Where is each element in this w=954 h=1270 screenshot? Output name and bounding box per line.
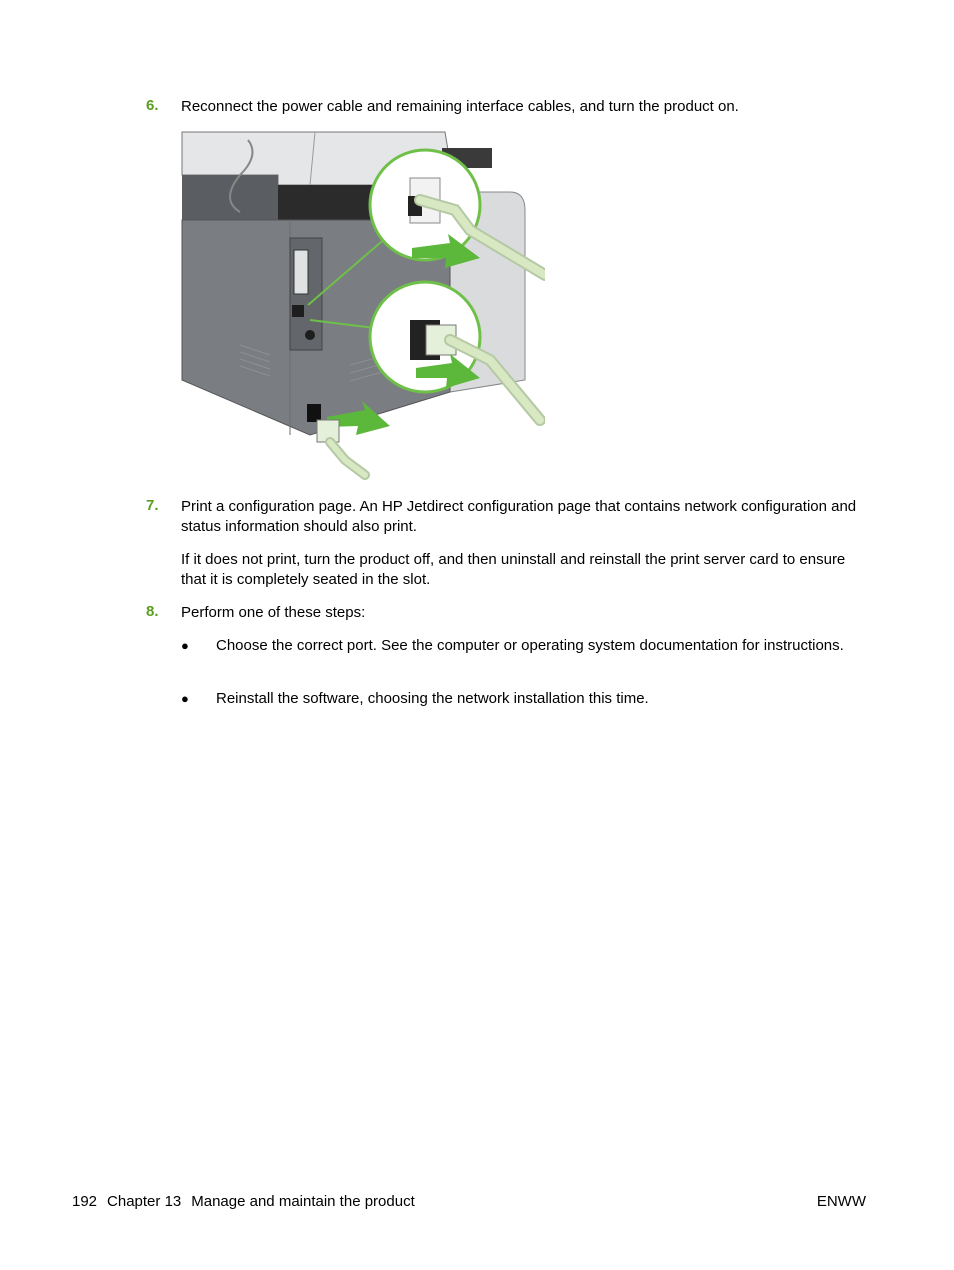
step-note: If it does not print, turn the product off, and then uninstall and reinstall the print server card to ensure that it is completely seated in the slot. <box>181 551 846 588</box>
bullet-item: Reinstall the software, choosing the network installation this time. <box>216 690 649 707</box>
step-number: 6. <box>146 97 159 114</box>
chapter-title: Manage and maintain the product <box>191 1193 415 1210</box>
chapter-label: Chapter 13 <box>107 1193 182 1210</box>
step-text: Reconnect the power cable and remaining interface cables, and turn the product on. <box>181 98 739 115</box>
page-footer <box>72 1193 425 1210</box>
printer-cable-illustration <box>180 130 545 480</box>
bullet-icon: ● <box>181 691 189 706</box>
step-text: Perform one of these steps: <box>181 604 366 621</box>
step-number: 7. <box>146 497 159 514</box>
footer-locale: ENWW <box>816 1193 866 1210</box>
step-number: 8. <box>146 603 159 620</box>
bullet-icon: ● <box>181 638 189 653</box>
bullet-item: Choose the correct port. See the computer or operating system documentation for instructions. <box>216 637 844 654</box>
step-text: Print a configuration page. An HP Jetdirect configuration page that contains network configuration and status information should also print. <box>181 498 857 535</box>
page-number: 192 <box>72 1193 98 1210</box>
